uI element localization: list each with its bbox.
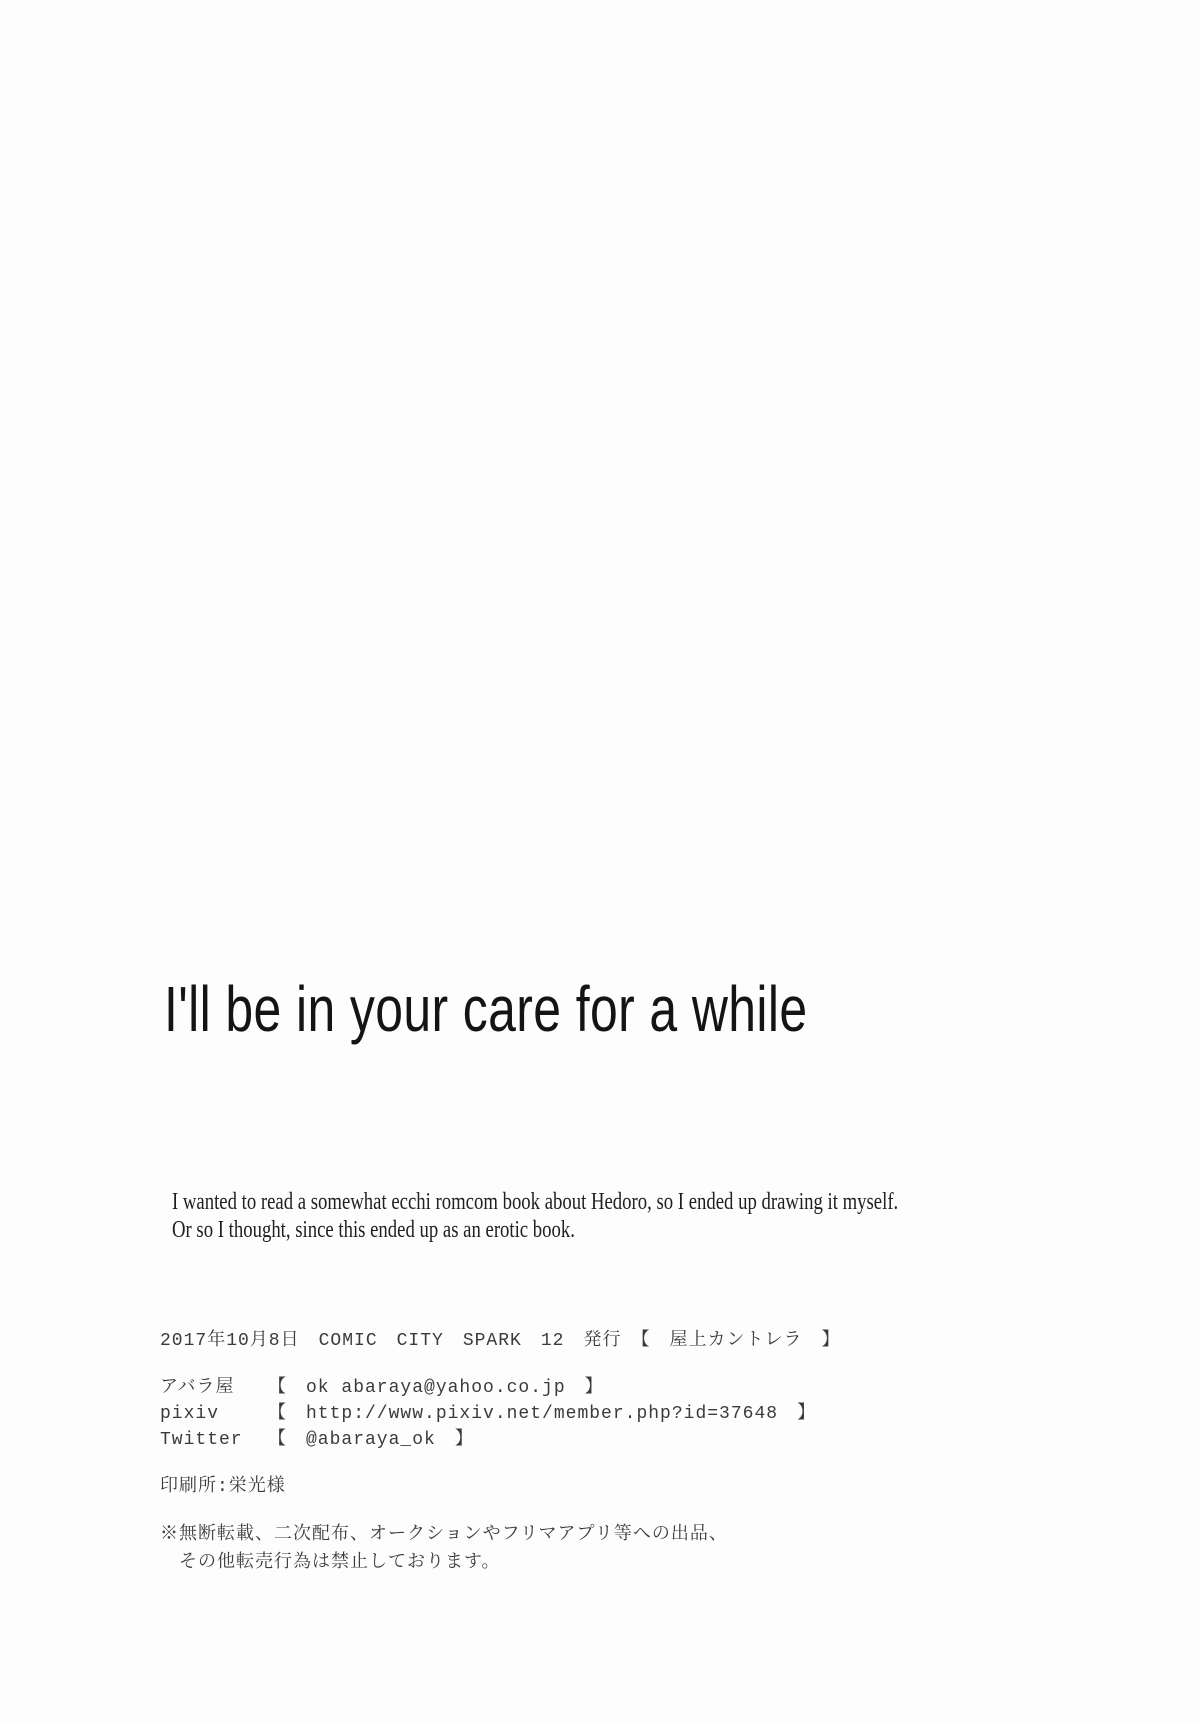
resale-notice [160, 1521, 840, 1577]
credit-row-circle [160, 1375, 840, 1401]
colophon [160, 1328, 840, 1577]
resale-notice-line-1: ※無断転載、二次配布、オークションやフリマアプリ等への出品、 [160, 1525, 728, 1545]
afterword-paragraph [172, 1188, 898, 1244]
credit-value-email: 【 ok abaraya@yahoo.co.jp 】 [268, 1378, 604, 1398]
credit-value-pixiv-url: 【 http://www.pixiv.net/member.php?id=37648 】 [268, 1404, 817, 1424]
credit-row-twitter [160, 1427, 840, 1453]
publication-line: 2017年10月8日 COMIC CITY SPARK 12 発行 【 屋上カントレラ 】 [160, 1331, 841, 1351]
resale-notice-line-2: その他転売行為は禁止しております。 [179, 1553, 501, 1573]
credits-list [160, 1375, 840, 1453]
credit-label-circle: アバラ屋 [160, 1378, 235, 1398]
credit-label-twitter: Twitter [160, 1430, 243, 1450]
credit-value-twitter-handle: 【 @abaraya_ok 】 [268, 1430, 474, 1450]
afterword-line-1: I wanted to read a somewhat ecchi romcom book about Hedoro, so I ended up drawing it myself. [172, 1189, 899, 1215]
page-title: I'll be in your care for a while [164, 973, 808, 1045]
credit-row-pixiv [160, 1401, 840, 1427]
afterword-line-2: Or so I thought, since this ended up as an erotic book. [172, 1217, 575, 1243]
printer-line: 印刷所:栄光様 [160, 1477, 286, 1497]
credit-label-pixiv: pixiv [160, 1404, 220, 1424]
